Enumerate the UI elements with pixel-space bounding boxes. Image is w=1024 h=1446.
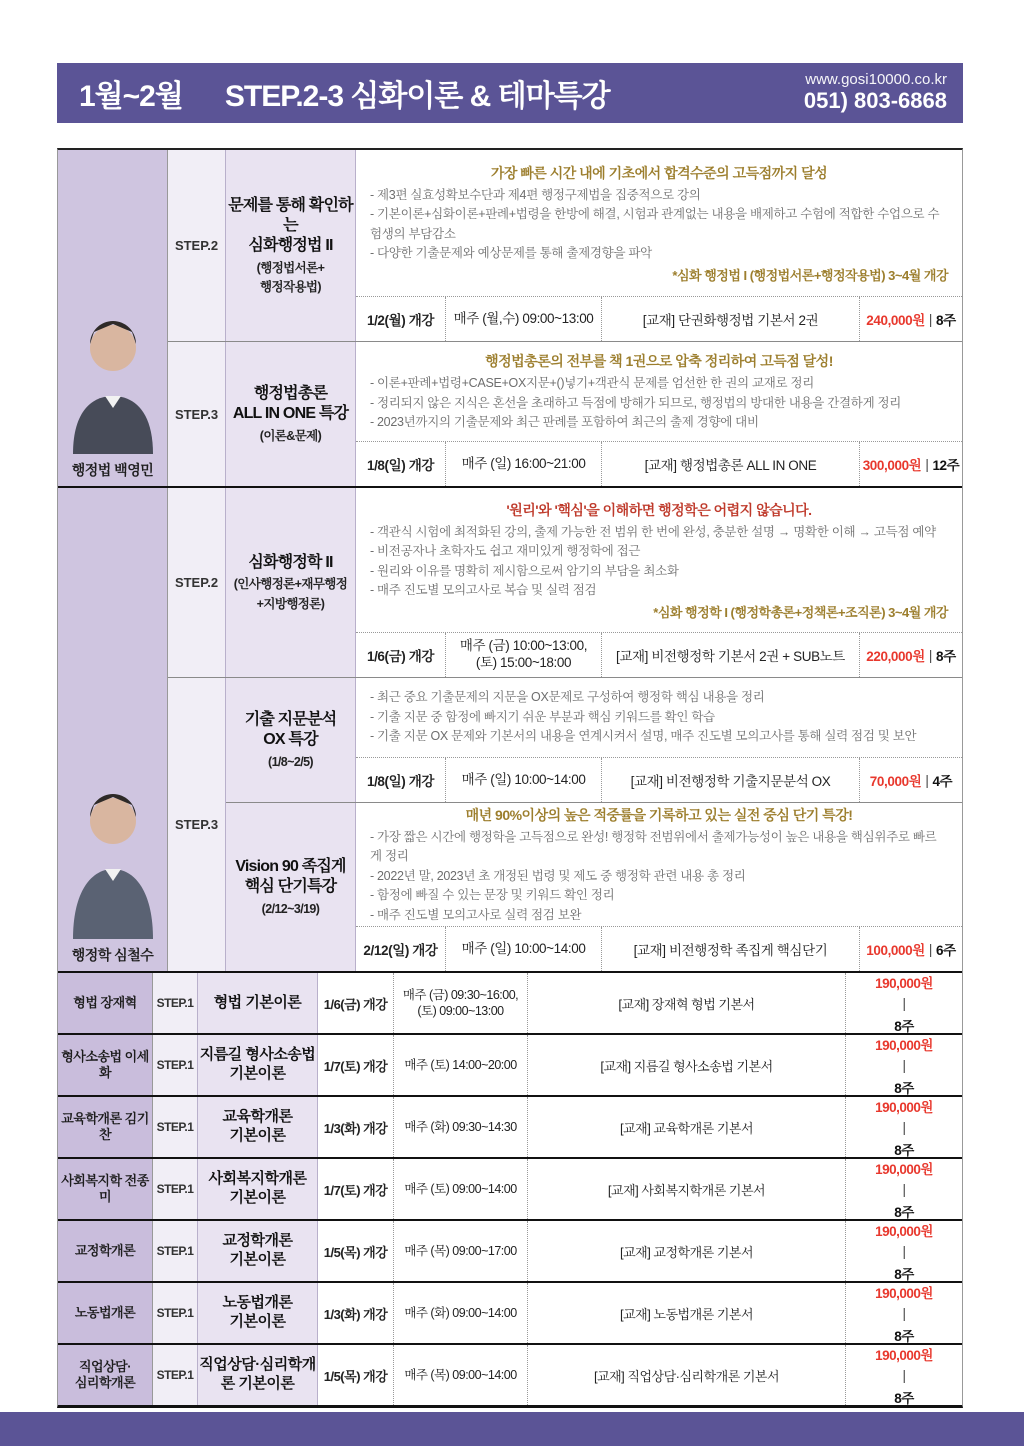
class-time-line: 매주 (목) 09:00~17:00 bbox=[404, 1243, 517, 1258]
description-bullet: - 객관식 시험에 최적화된 강의, 출제 가능한 전 범위 한 번에 완성, 충분한 설명 → 명확한 이해 → 고득점 예약 bbox=[370, 524, 936, 539]
course-row bbox=[168, 488, 962, 677]
price: 190,000원 bbox=[875, 1099, 933, 1115]
course-row-simple bbox=[58, 1345, 962, 1405]
start-date: 1/3(화) 개강 bbox=[318, 1283, 394, 1343]
course-title-line: 지름길 형사소송법 bbox=[199, 1046, 316, 1064]
price-cell bbox=[860, 442, 962, 486]
course-description bbox=[356, 488, 962, 632]
course-title-cell bbox=[226, 488, 356, 677]
banner-period: 1월~2월 bbox=[79, 80, 183, 113]
description-note: *심화 행정법 I (행정법서론+행정작용법) 3~4월 개강 bbox=[672, 268, 948, 284]
start-date: 1/6(금) 개강 bbox=[318, 973, 394, 1033]
subject-teacher bbox=[58, 1283, 153, 1343]
separator: | bbox=[902, 1119, 906, 1135]
price-cell bbox=[860, 758, 962, 802]
course-row-simple bbox=[58, 1159, 962, 1221]
duration: 8주 bbox=[894, 1390, 914, 1406]
description-bullet: - 매주 진도별 모의고사로 복습 및 실력 점검 bbox=[370, 582, 597, 597]
duration: 8주 bbox=[894, 1266, 914, 1282]
price: 190,000원 bbox=[875, 1347, 933, 1363]
course-title-line: 직업상담·심리학개 bbox=[199, 1356, 316, 1374]
price-cell bbox=[860, 633, 962, 677]
class-time bbox=[394, 973, 528, 1033]
description-bullet: - 제3편 실효성확보수단과 제4편 행정구제법을 집중적으로 강의 bbox=[370, 187, 701, 202]
course-row bbox=[226, 678, 962, 802]
start-date: 1/5(목) 개강 bbox=[318, 1221, 394, 1281]
banner-contact bbox=[804, 72, 947, 113]
step-label: STEP.1 bbox=[153, 1159, 198, 1219]
course-title: ALL IN ONE 특강 bbox=[232, 405, 349, 423]
class-time-line: 매주 (목) 09:00~14:00 bbox=[404, 1367, 517, 1382]
duration: 12주 bbox=[932, 458, 960, 473]
class-time bbox=[394, 1097, 528, 1157]
duration: 8주 bbox=[894, 1080, 914, 1096]
price: 190,000원 bbox=[875, 1223, 933, 1239]
course-title-line: 론 기본이론 bbox=[220, 1375, 295, 1392]
textbook: [교재] 사회복지학개론 기본서 bbox=[528, 1159, 846, 1219]
class-time bbox=[394, 1159, 528, 1219]
course-detail bbox=[356, 488, 962, 677]
course-row-simple bbox=[58, 1221, 962, 1283]
course-title: 심화행정법 II bbox=[248, 237, 333, 255]
course-title-line: 기본이론 bbox=[229, 1189, 286, 1206]
price: 190,000원 bbox=[875, 975, 933, 991]
course-title-line: 사회복지학개론 bbox=[208, 1170, 307, 1188]
course-description bbox=[356, 803, 962, 926]
textbook: [교재] 지름길 형사소송법 기본서 bbox=[528, 1035, 846, 1095]
header-banner bbox=[57, 63, 963, 123]
description-bullet: - 다양한 기출문제와 예상문제를 통해 출제경향을 파악 bbox=[370, 245, 652, 260]
textbook: [교재] 교정학개론 기본서 bbox=[528, 1221, 846, 1281]
price-cell bbox=[846, 1221, 962, 1281]
duration: 8주 bbox=[936, 649, 956, 664]
subject-teacher-line: 교육학개론 김기찬 bbox=[61, 1110, 149, 1142]
course-title: OX 특강 bbox=[263, 731, 318, 749]
schedule-row bbox=[356, 757, 962, 802]
price: 220,000원 bbox=[866, 649, 925, 664]
course-title bbox=[198, 1159, 318, 1219]
course-title: 문제를 통해 확인하는 bbox=[228, 196, 353, 235]
separator: | bbox=[902, 1367, 906, 1383]
course-subtitle: (행정법서론+ bbox=[256, 260, 325, 275]
separator: | bbox=[902, 1243, 906, 1259]
course-title-line: 기본이론 bbox=[229, 1065, 286, 1082]
course-title-cell bbox=[226, 342, 356, 486]
class-time bbox=[394, 1221, 528, 1281]
description-bullet: - 최근 중요 기출문제의 지문을 OX문제로 구성하여 행정학 핵심 내용을 정리 bbox=[370, 690, 765, 705]
course-row-simple bbox=[58, 973, 962, 1035]
price-cell bbox=[846, 1283, 962, 1343]
separator: | bbox=[902, 1181, 906, 1197]
price-cell bbox=[846, 1097, 962, 1157]
course-subtitle: (1/8~2/5) bbox=[268, 754, 313, 769]
description-note: *심화 행정학 I (행정학총론+정책론+조직론) 3~4월 개강 bbox=[653, 605, 948, 621]
separator: | bbox=[928, 941, 932, 957]
class-time-line: 매주 (일) 10:00~14:00 bbox=[461, 771, 586, 787]
course-title-cell bbox=[226, 678, 356, 802]
step-label: STEP.2 bbox=[168, 150, 226, 341]
step-group bbox=[168, 677, 962, 971]
textbook: [교재] 비전행정학 족집게 핵심단기 bbox=[602, 927, 860, 971]
course-title bbox=[198, 973, 318, 1033]
teacher-name: 행정학 심철수 bbox=[71, 947, 154, 963]
subject-teacher bbox=[58, 973, 153, 1033]
price: 190,000원 bbox=[875, 1161, 933, 1177]
course-detail bbox=[356, 678, 962, 802]
description-bullet: - 정리되지 않은 지식은 혼선을 초래하고 득점에 방해가 되므로, 행정법의 방대한 내용을 간결하게 정리 bbox=[370, 395, 902, 410]
footer-bar bbox=[0, 1412, 1024, 1446]
textbook: [교재] 단권화행정법 기본서 2권 bbox=[602, 297, 860, 341]
start-date: 1/7(토) 개강 bbox=[318, 1035, 394, 1095]
class-time-line: 매주 (일) 16:00~21:00 bbox=[461, 455, 586, 471]
price-cell bbox=[860, 297, 962, 341]
description-bullet: - 함정에 빠질 수 있는 문장 및 키워드 확인 정리 bbox=[370, 888, 615, 903]
textbook: [교재] 교육학개론 기본서 bbox=[528, 1097, 846, 1157]
duration: 4주 bbox=[932, 774, 953, 789]
description-bullet: - 기출 지문 OX 문제와 기본서의 내용을 연계시켜서 설명, 매주 진도별 모의고사를 통해 실력 점검 및 보안 bbox=[370, 729, 917, 744]
duration: 8주 bbox=[894, 1328, 914, 1344]
step-label: STEP.1 bbox=[153, 1283, 198, 1343]
subject-teacher bbox=[58, 1035, 153, 1095]
separator: | bbox=[902, 1057, 906, 1073]
duration: 6주 bbox=[936, 943, 956, 958]
description-bullet: - 기출 지문 중 함정에 빠지기 쉬운 부분과 핵심 키워드를 확인 학습 bbox=[370, 709, 715, 724]
class-time bbox=[446, 633, 602, 677]
description-highlight: 행정법총론의 전부를 책 1권으로 압축 정리하여 고득점 달성! bbox=[485, 353, 833, 370]
subject-teacher bbox=[58, 1345, 153, 1405]
course-subtitle: +지방행정론) bbox=[256, 596, 325, 611]
course-description bbox=[356, 678, 962, 757]
course-title bbox=[198, 1345, 318, 1405]
subject-teacher-line: 노동법개론 bbox=[74, 1304, 136, 1320]
course-description bbox=[356, 342, 962, 441]
teacher-cell bbox=[58, 488, 168, 971]
separator: | bbox=[928, 647, 932, 663]
class-time bbox=[394, 1035, 528, 1095]
schedule-row bbox=[356, 441, 962, 486]
course-row bbox=[168, 341, 962, 486]
subject-teacher-line: 형사소송법 이세화 bbox=[61, 1048, 149, 1080]
course-row-simple bbox=[58, 1097, 962, 1159]
step-label: STEP.2 bbox=[168, 488, 226, 677]
description-bullet: - 매주 진도별 모의고사로 실력 점검 보완 bbox=[370, 907, 582, 922]
phone-number: 051) 803-6868 bbox=[803, 88, 947, 114]
class-time-line: 매주 (월,수) 09:00~13:00 bbox=[453, 310, 594, 326]
subject-teacher-line: 심리학개론 bbox=[74, 1375, 136, 1390]
price: 100,000원 bbox=[866, 943, 925, 958]
course-title: 행정법총론 bbox=[253, 384, 328, 402]
course-title-line: 노동법개론 bbox=[222, 1294, 293, 1312]
description-bullet: - 비전공자나 초학자도 쉽고 재미있게 행정학에 접근 bbox=[370, 544, 641, 559]
step-label: STEP.1 bbox=[153, 1035, 198, 1095]
subject-teacher-line: 형법 장재혁 bbox=[73, 994, 137, 1010]
price: 300,000원 bbox=[862, 458, 922, 473]
class-time-line: 매주 (화) 09:30~14:30 bbox=[404, 1119, 517, 1134]
description-bullet: - 2023년까지의 기출문제와 최근 판례를 포함하여 최근의 출제 경향에 대비 bbox=[370, 415, 759, 430]
class-time bbox=[446, 297, 602, 341]
course-subtitle: (2/12~3/19) bbox=[261, 901, 320, 916]
class-time-line: 매주 (금) 10:00~13:00, bbox=[459, 638, 588, 654]
teacher-courses bbox=[168, 150, 962, 486]
price-cell bbox=[846, 1035, 962, 1095]
teacher-courses bbox=[168, 488, 962, 971]
separator: | bbox=[928, 311, 932, 327]
course-title bbox=[198, 1035, 318, 1095]
schedule-row bbox=[356, 632, 962, 677]
start-date: 1/5(목) 개강 bbox=[318, 1345, 394, 1405]
website-text: www.gosi10000.co.kr bbox=[805, 71, 947, 89]
class-time bbox=[394, 1345, 528, 1405]
schedule-row bbox=[356, 296, 962, 341]
step-label: STEP.3 bbox=[168, 678, 226, 971]
duration: 8주 bbox=[936, 313, 956, 328]
course-subtitle: (이론&문제) bbox=[259, 428, 322, 443]
subject-teacher-line: 직업상담· bbox=[78, 1358, 132, 1374]
description-bullet: - 이론+판례+법령+CASE+OX지문+()넣기+객관식 문제를 엄선한 한 권의 교재로 정리 bbox=[370, 376, 815, 391]
course-row bbox=[226, 802, 962, 971]
class-time bbox=[446, 927, 602, 971]
start-date: 1/7(토) 개강 bbox=[318, 1159, 394, 1219]
person-silhouette-icon bbox=[65, 304, 161, 454]
duration: 8주 bbox=[894, 1142, 914, 1158]
class-time-line: 매주 (금) 09:30~16:00, bbox=[402, 987, 519, 1002]
step-label: STEP.1 bbox=[153, 973, 198, 1033]
price-cell bbox=[846, 973, 962, 1033]
textbook: [교재] 비전행정학 기본서 2권 + SUB노트 bbox=[602, 633, 860, 677]
separator: | bbox=[925, 772, 929, 788]
course-title-line: 형법 기본이론 bbox=[213, 993, 302, 1011]
description-highlight: '원리'와 '핵심'을 이해하면 행정학은 어렵지 않습니다. bbox=[506, 501, 812, 518]
course-subtitle: 행정작용법) bbox=[260, 280, 321, 295]
step-label: STEP.1 bbox=[153, 1097, 198, 1157]
subject-teacher-line: 교정학개론 bbox=[74, 1242, 136, 1258]
class-time-line: (토) 15:00~18:00 bbox=[475, 655, 572, 670]
course-title-line: 기본이론 bbox=[229, 1313, 286, 1330]
course-title: 심화행정학 II bbox=[248, 554, 333, 572]
class-time bbox=[446, 758, 602, 802]
teacher-photo bbox=[58, 150, 167, 454]
description-highlight: 매년 90%이상의 높은 적중률을 기록하고 있는 실전 중심 단기 특강! bbox=[465, 807, 853, 824]
class-time-line: 매주 (토) 14:00~20:00 bbox=[404, 1057, 517, 1072]
course-title: 기출 지문분석 bbox=[244, 710, 337, 728]
price: 190,000원 bbox=[875, 1285, 933, 1301]
step-group-rows bbox=[226, 678, 962, 971]
course-title-cell bbox=[226, 803, 356, 971]
description-bullet: - 원리와 이유를 명확히 제시함으로써 암기의 부담을 최소화 bbox=[370, 563, 679, 578]
teacher-block bbox=[58, 150, 962, 488]
class-time-line: (토) 09:00~13:00 bbox=[417, 1004, 504, 1018]
start-date: 1/2(월) 개강 bbox=[356, 297, 446, 341]
price: 190,000원 bbox=[875, 1037, 933, 1053]
subject-teacher-line: 사회복지학 전종미 bbox=[61, 1172, 149, 1204]
description-highlight: 가장 빠른 시간 내에 기초에서 합격수준의 고득점까지 달성 bbox=[490, 164, 828, 181]
description-bullet: - 2022년 말, 2023년 초 개정된 법령 및 제도 중 행정학 관련 내용 총 정리 bbox=[370, 868, 746, 883]
course-title-line: 기본이론 bbox=[229, 1127, 286, 1144]
class-time-line: 매주 (일) 10:00~14:00 bbox=[461, 940, 586, 956]
step-label: STEP.3 bbox=[168, 342, 226, 486]
start-date: 1/3(화) 개강 bbox=[318, 1097, 394, 1157]
class-time bbox=[394, 1283, 528, 1343]
schedule-row bbox=[356, 926, 962, 971]
course-title bbox=[198, 1283, 318, 1343]
teacher-name: 행정법 백영민 bbox=[71, 462, 154, 478]
course-title bbox=[198, 1097, 318, 1157]
subject-teacher bbox=[58, 1221, 153, 1281]
course-subtitle: (인사행정론+재무행정 bbox=[233, 577, 348, 592]
separator: | bbox=[902, 995, 906, 1011]
price-cell bbox=[846, 1159, 962, 1219]
teacher-photo bbox=[58, 488, 167, 939]
textbook: [교재] 직업상담·심리학개론 기본서 bbox=[528, 1345, 846, 1405]
course-title-line: 기본이론 bbox=[229, 1251, 286, 1268]
course-detail bbox=[356, 150, 962, 341]
start-date: 1/8(일) 개강 bbox=[356, 442, 446, 486]
duration: 8주 bbox=[894, 1018, 914, 1034]
class-time-line: 매주 (화) 09:00~14:00 bbox=[404, 1305, 517, 1320]
textbook: [교재] 장재혁 형법 기본서 bbox=[528, 973, 846, 1033]
course-detail bbox=[356, 803, 962, 971]
start-date: 1/8(일) 개강 bbox=[356, 758, 446, 802]
class-time bbox=[446, 442, 602, 486]
textbook: [교재] 비전행정학 기출지문분석 OX bbox=[602, 758, 860, 802]
course-title: 핵심 단기특강 bbox=[244, 878, 337, 896]
course-description bbox=[356, 150, 962, 296]
course-title: Vision 90 족집게 bbox=[235, 857, 346, 875]
separator: | bbox=[902, 1305, 906, 1321]
course-title bbox=[198, 1221, 318, 1281]
start-date: 2/12(일) 개강 bbox=[356, 927, 446, 971]
textbook: [교재] 행정법총론 ALL IN ONE bbox=[602, 442, 860, 486]
course-title-line: 교정학개론 bbox=[222, 1232, 293, 1250]
course-row bbox=[168, 150, 962, 341]
person-silhouette-icon bbox=[65, 769, 161, 939]
price-cell bbox=[860, 927, 962, 971]
start-date: 1/6(금) 개강 bbox=[356, 633, 446, 677]
textbook: [교재] 노동법개론 기본서 bbox=[528, 1283, 846, 1343]
course-schedule-table bbox=[57, 148, 963, 1408]
price: 70,000원 bbox=[869, 774, 922, 789]
course-title-line: 교육학개론 bbox=[222, 1108, 293, 1126]
subject-teacher bbox=[58, 1159, 153, 1219]
step-label: STEP.1 bbox=[153, 1221, 198, 1281]
price-cell bbox=[846, 1345, 962, 1405]
description-bullet: - 기본이론+심화이론+판례+법령을 한방에 해결, 시험과 관계없는 내용을 배제하고 수험에 적합한 수업으로 수험생의 부담감소 bbox=[370, 207, 940, 241]
class-time-line: 매주 (토) 09:00~14:00 bbox=[404, 1181, 517, 1196]
course-row-simple bbox=[58, 1035, 962, 1097]
price: 240,000원 bbox=[866, 313, 925, 328]
course-title-cell bbox=[226, 150, 356, 341]
step-label: STEP.1 bbox=[153, 1345, 198, 1405]
duration: 8주 bbox=[894, 1204, 914, 1220]
subject-teacher bbox=[58, 1097, 153, 1157]
course-row-simple bbox=[58, 1283, 962, 1345]
separator: | bbox=[925, 456, 929, 472]
banner-title: STEP.2-3 심화이론 & 테마특강 bbox=[224, 80, 610, 113]
course-detail bbox=[356, 342, 962, 486]
description-bullet: - 가장 짧은 시간에 행정학을 고득점으로 완성! 행정학 전범위에서 출제가능성이 높은 내용을 핵심위주로 빠르게 정리 bbox=[370, 830, 937, 864]
teacher-block bbox=[58, 488, 962, 973]
teacher-cell bbox=[58, 150, 168, 486]
